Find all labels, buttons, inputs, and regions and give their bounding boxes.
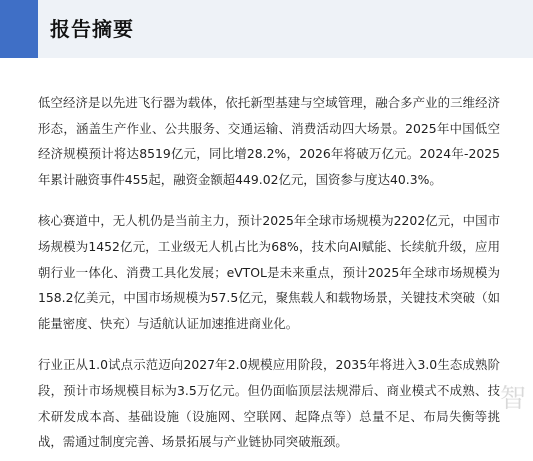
summary-body (38, 90, 500, 461)
summary-paragraph-3: 行业正从1.0试点示范迈向2027年2.0规模应用阶段，2035年将进入3.0生态成熟阶段，预计市场规模目标为3.5万亿元。但仍面临顶层法规滞后、商业模式不成熟、技术研发成本高、基础设施（设施网、空联网、起降点等）总量不足、布局失衡等挑战，需通过制度完善、场景拓展与产业链协同突破瓶颈。 (38, 357, 500, 450)
section-header (0, 0, 533, 58)
watermark: 智 (500, 384, 527, 414)
section-title: 报告摘要 (50, 17, 134, 41)
summary-paragraph-1: 低空经济是以先进飞行器为载体，依托新型基建与空域管理，融合多产业的三维经济形态，涵盖生产作业、公共服务、交通运输、消费活动四大场景。2025年中国低空经济规模预计将达8519亿元，同比增28.2%，2026年将破万亿元。2024年-2025年累计融资事件455起，融资金额超449.02亿元，国资参与度达40.3%。 (38, 95, 500, 187)
header-accent-bar (0, 0, 38, 58)
summary-paragraph-2: 核心赛道中，无人机仍是当前主力，预计2025年全球市场规模为2202亿元，中国市场规模为1452亿元，工业级无人机占比为68%，技术向AI赋能、长续航升级，应用朝行业一体化、消费工具化发展；eVTOL是未来重点，预计2025年全球市场规模为158.2亿美元，中国市场规模为57.5亿元，聚焦载人和载物场景，关键技术突破（如能量密度、快充）与适航认证加速推进商业化。 (38, 213, 500, 331)
